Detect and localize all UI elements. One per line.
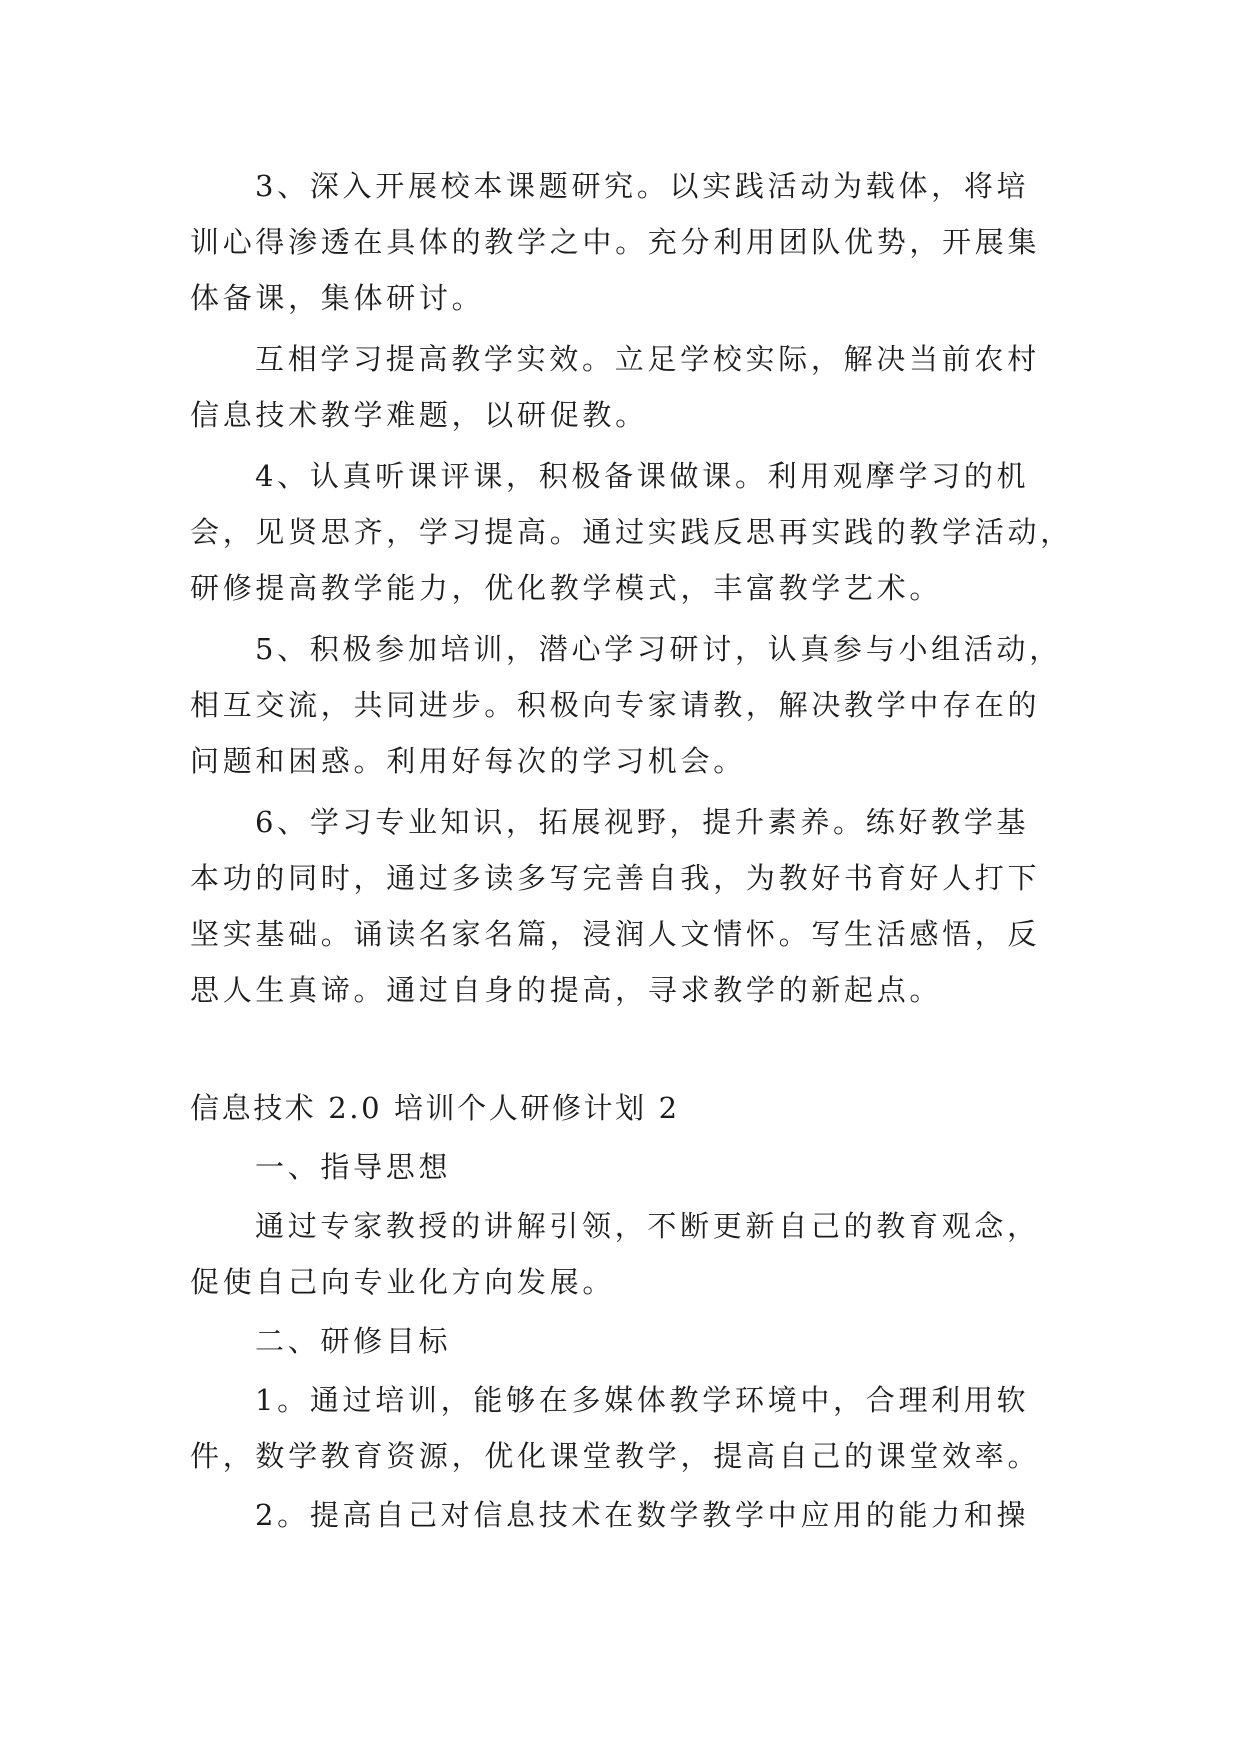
paragraph bbox=[190, 621, 1090, 789]
paragraph bbox=[190, 158, 1090, 326]
text-line: 研修提高教学能力，优化教学模式，丰富教学艺术。 bbox=[190, 571, 943, 605]
paragraph bbox=[190, 331, 1090, 443]
text-line: 二、研修目标 bbox=[255, 1324, 452, 1358]
text-line: 互相学习提高教学实效。立足学校实际，解决当前农村 bbox=[255, 342, 1040, 376]
text-line: 5、积极参加培训，潜心学习研讨，认真参与小组活动， bbox=[255, 632, 1062, 666]
paragraph bbox=[190, 1487, 1090, 1543]
text-line: 3、深入开展校本课题研究。以实践活动为载体，将培 bbox=[255, 169, 1030, 203]
paragraph bbox=[190, 1139, 1090, 1195]
document-section bbox=[190, 1080, 1090, 1543]
text-line: 1。通过培训，能够在多媒体教学环境中，合理利用软 bbox=[255, 1383, 1030, 1417]
text-line: 一、指导思想 bbox=[255, 1150, 452, 1184]
section-title: 信息技术 2.0 培训个人研修计划 2 bbox=[190, 1091, 680, 1125]
text-line: 训心得渗透在具体的教学之中。充分利用团队优势，开展集 bbox=[190, 225, 1041, 259]
text-line: 4、认真听课评课，积极备课做课。利用观摩学习的机 bbox=[255, 459, 1030, 493]
text-line: 2。提高自己对信息技术在数学教学中应用的能力和操 bbox=[255, 1498, 1030, 1532]
text-line: 6、学习专业知识，拓展视野，提升素养。练好教学基 bbox=[255, 805, 1030, 839]
text-line: 促使自己向专业化方向发展。 bbox=[190, 1265, 616, 1299]
text-line: 通过专家教授的讲解引领，不断更新自己的教育观念， bbox=[255, 1209, 1040, 1243]
paragraph bbox=[190, 1198, 1090, 1310]
text-line: 本功的同时，通过多读多写完善自我，为教好书育好人打下 bbox=[190, 861, 1041, 895]
document-body bbox=[190, 158, 1090, 1543]
text-line: 思人生真谛。通过自身的提高，寻求教学的新起点。 bbox=[190, 973, 943, 1007]
text-line: 体备课，集体研讨。 bbox=[190, 281, 485, 315]
paragraph bbox=[190, 1313, 1090, 1369]
paragraph bbox=[190, 448, 1090, 616]
paragraph bbox=[190, 794, 1090, 1018]
paragraph bbox=[190, 1372, 1090, 1484]
text-line: 信息技术教学难题，以研促教。 bbox=[190, 398, 648, 432]
text-line: 会，见贤思齐，学习提高。通过实践反思再实践的教学活动， bbox=[190, 515, 1073, 549]
document-section bbox=[190, 158, 1090, 1018]
text-line: 件，数学教育资源，优化课堂教学，提高自己的课堂效率。 bbox=[190, 1439, 1041, 1473]
text-line: 问题和困惑。利用好每次的学习机会。 bbox=[190, 744, 746, 778]
text-line: 坚实基础。诵读名家名篇，浸润人文情怀。写生活感悟，反 bbox=[190, 917, 1041, 951]
text-line: 相互交流，共同进步。积极向专家请教，解决教学中存在的 bbox=[190, 688, 1041, 722]
